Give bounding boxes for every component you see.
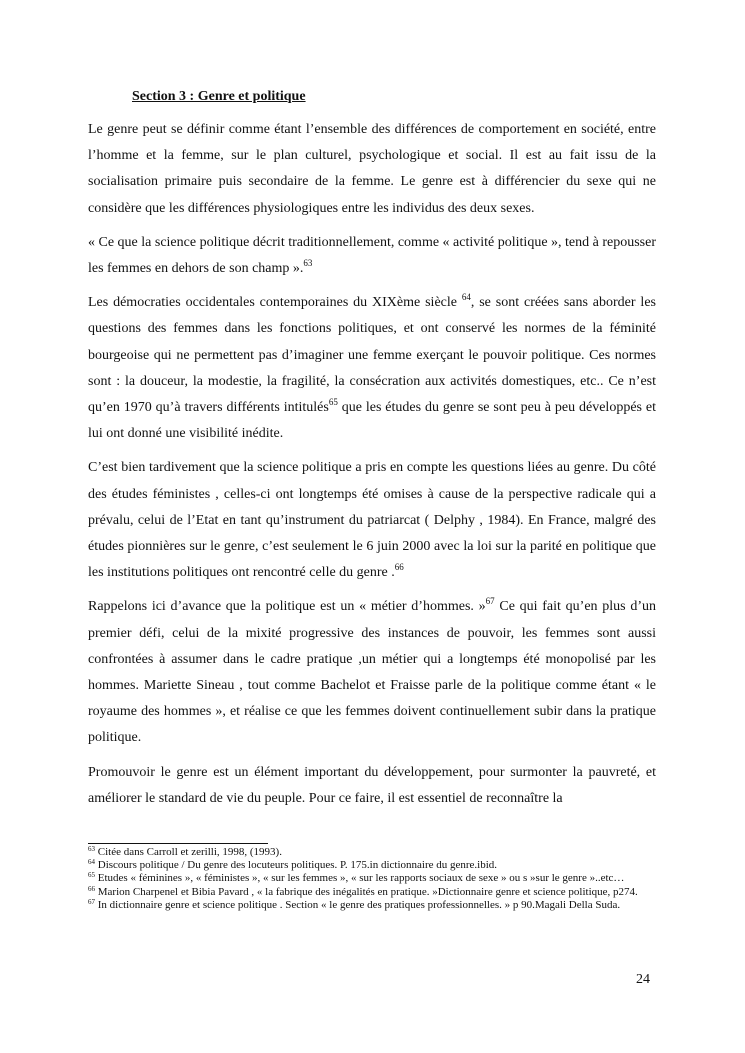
footnote-text: Citée dans Carroll et zerilli, 1998, (1993). xyxy=(95,846,282,858)
paragraph-text: « Ce que la science politique décrit traditionnellement, comme « activité politique », tend à repousser les femmes en dehors de son champ ». xyxy=(88,234,656,277)
paragraph-genre-definition: Le genre peut se définir comme étant l’ensemble des différences de comportement en société, entre l’homme et la femme, sur le plan culturel, psychologique et social. Il est au fait issu de la socialisation primaire puis secondaire de la femme. Le genre est à différencier du sexe qui ne considère que les différences physiologiques entre les individus des deux sexes. xyxy=(88,122,656,216)
paragraph-metier-hommes xyxy=(88,594,656,751)
footnote xyxy=(88,872,656,885)
footnote xyxy=(88,886,656,899)
footnote-reference: 67 xyxy=(485,596,495,607)
footnote-separator xyxy=(88,843,268,844)
footnote-reference: 66 xyxy=(394,562,404,573)
footnote-text: Discours politique / Du genre des locuteurs politiques. P. 175.in dictionnaire du genre.ibid. xyxy=(95,859,498,872)
footnote-number: 63 xyxy=(88,845,95,853)
section-heading: Section 3 : Genre et politique xyxy=(132,89,306,104)
footnote-text: Marion Charpenel et Bibia Pavard , « la fabrique des inégalités en pratique. »Dictionnaire genre et science politique, p274. xyxy=(95,885,638,898)
paragraph-text: que les études du genre se sont peu à peu développés et lui ont donné une visibilité inédite. xyxy=(88,400,656,442)
footnotes xyxy=(88,846,656,912)
footnote-text: In dictionnaire genre et science politique . Section « le genre des pratiques professionnelles. » p 90.Magali Della Suda. xyxy=(95,898,621,911)
footnote xyxy=(88,846,656,859)
footnote xyxy=(88,859,656,872)
page-number: 24 xyxy=(636,972,650,987)
footnote-number: 66 xyxy=(88,884,95,893)
footnote-reference: 64 xyxy=(461,292,471,303)
footnote-reference: 63 xyxy=(303,258,313,269)
paragraph-text: Rappelons ici d’avance que la politique est un « métier d’hommes. » xyxy=(88,599,486,615)
paragraph-text: Ce qui fait qu’en plus d’un premier défi, celui de la mixité progressive des instances de pouvoir, les femmes sont aussi confrontées à assumer dans le cadre pratique ,un métier qui a longtemps été monopolisé par les hommes. Mariette Sineau , tout comme Bachelot et Fraisse parle de la politique comme étant « le royaume des hommes », et réalise ce que les femmes doivent continuellement subir dans la pratique politique. xyxy=(88,599,656,746)
footnote-number: 67 xyxy=(88,897,95,906)
paragraph-science-politique-genre xyxy=(88,455,656,586)
footnote xyxy=(88,899,656,912)
paragraph-text: , se sont créées sans aborder les questions des femmes dans les fonctions politiques, et ont conservé les normes de la féminité bourgeoise qui ne permettent pas d’imaginer une femme exerçant le pouvoir politique. Ces normes sont : la douceur, la modestie, la fragilité, la consécration aux activités domestiques, etc.. Ce n’est qu’en 1970 qu’à travers différents intitulés xyxy=(88,295,656,416)
footnote-text: Etudes « féminines », « féministes », « sur les femmes », « sur les rapports sociaux de sexe » ou s »sur le genre »..etc… xyxy=(95,872,625,885)
paragraph-democraties xyxy=(88,290,656,447)
paragraph-quote-science-politique xyxy=(88,230,656,282)
footnote-reference: 65 xyxy=(328,397,338,408)
paragraph-text: Les démocraties occidentales contemporaines du XIXème siècle xyxy=(88,295,462,311)
paragraph-text: C’est bien tardivement que la science politique a pris en compte les questions liées au genre. Du côté des études féministes , celles-ci ont longtemps été omises à cause de la perspective radicale qui a prévalu, celui de l’Etat en tant qu’instrument du patriarcat ( Delphy , 1984). En France, malgré des études pionnières sur le genre, c’est seulement le 6 juin 2000 avec la loi sur la parité en politique que les institutions politiques ont rencontré celle du genre . xyxy=(88,460,656,581)
footnote-number: 65 xyxy=(88,871,95,880)
body-text xyxy=(88,117,656,820)
paragraph-promouvoir-genre: Promouvoir le genre est un élément important du développement, pour surmonter la pauvreté, et améliorer le standard de vie du peuple. Pour ce faire, il est essentiel de reconnaître la xyxy=(88,764,656,806)
footnote-number: 64 xyxy=(88,858,95,867)
